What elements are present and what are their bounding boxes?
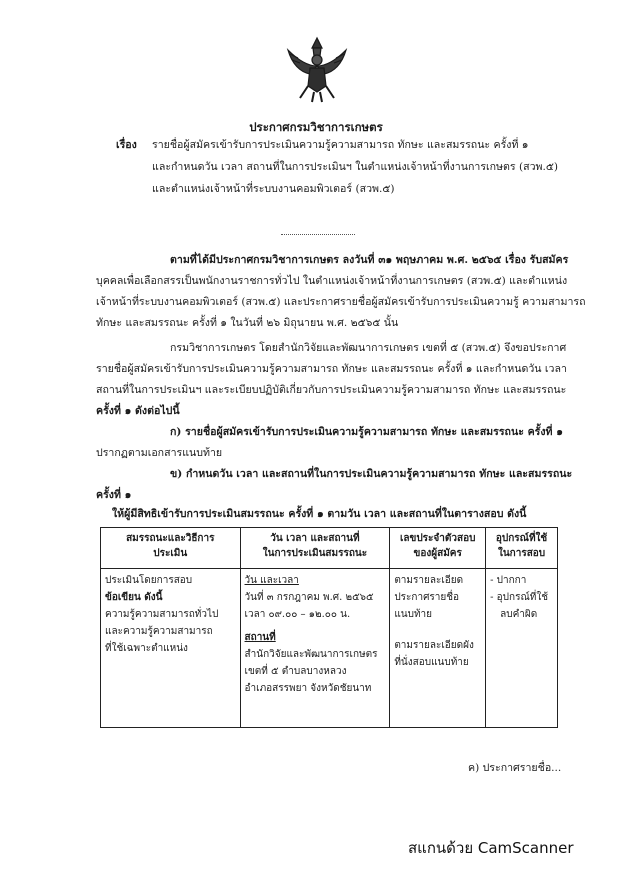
header-exam-id: เลขประจำตัวสอบ ของผู้สมัคร	[390, 528, 486, 569]
cell-datetime-place: วัน และเวลา วันที่ ๓ กรกฎาคม พ.ศ. ๒๕๖๕ เวลา ๐๙.๐๐ – ๑๒.๐๐ น. สถานที่ สำนักวิจัยและพัฒนาการเกษตร เขตที่ ๕ ตำบลบางหลวง อำเภอสรรพยา จังหวัดชัยนาท	[240, 569, 390, 728]
para1-line-2: บุคคลเพื่อเลือกสรรเป็นพนักงานราชการทั่วไป ในตำแหน่งเจ้าหน้าที่งานการเกษตร (สวพ.๕) และตำแหน่ง	[96, 275, 568, 287]
header-competency: สมรรถนะและวิธีการ ประเมิน	[101, 528, 241, 569]
header-equipment: อุปกรณ์ที่ใช้ ในการสอบ	[486, 528, 558, 569]
table-row	[101, 569, 558, 728]
cell-competency: ประเมินโดยการสอบ ข้อเขียน ดังนี้ ความรู้ความสามารถทั่วไป และความรู้ความสามารถ ที่ใช้เฉพาะตำแหน่ง	[101, 569, 241, 728]
divider	[281, 234, 355, 235]
camscanner-footer: สแกนด้วย CamScanner	[408, 839, 574, 857]
para2-line-4: ครั้งที่ ๑ ดังต่อไปนี้	[96, 405, 180, 417]
item-a-line-2: ปรากฏตามเอกสารแนบท้าย	[96, 447, 223, 459]
exam-schedule-table	[100, 527, 558, 728]
para2-line-3: สถานที่ในการประเมินฯ และระเบียบปฏิบัติเกี่ยวกับการประเมินความรู้ความสามารถ ทักษะ และสมรรถนะ	[96, 384, 567, 396]
para1-line-4: ทักษะ และสมรรถนะ ครั้งที่ ๑ ในวันที่ ๒๖ มิถุนายน พ.ศ. ๒๕๖๕ นั้น	[96, 317, 399, 329]
table-header-row	[101, 528, 558, 569]
para2-line-2: รายชื่อผู้สมัครเข้ารับการประเมินความรู้ความสามารถ ทักษะ และสมรรถนะ ครั้งที่ ๑ และกำหนดวัน เวลา	[96, 363, 567, 375]
para1-line-3: เจ้าหน้าที่ระบบงานคอมพิวเตอร์ (สวพ.๕) และประกาศรายชื่อผู้สมัครเข้ารับการประเมินความรู้ ความสามารถ	[96, 296, 586, 308]
item-b-line-2: ครั้งที่ ๑	[96, 489, 132, 501]
cell-exam-id: ตามรายละเอียด ประกาศรายชื่อ แนบท้าย ตามรายละเอียดผัง ที่นั่งสอบแนบท้าย	[390, 569, 486, 728]
garuda-emblem-icon	[284, 36, 350, 104]
header-datetime-place: วัน เวลา และสถานที่ ในการประเมินสมรรถนะ	[240, 528, 390, 569]
subject-label: เรื่อง	[116, 139, 137, 151]
item-b-line-1: ข) กำหนดวัน เวลา และสถานที่ในการประเมินความรู้ความสามารถ ทักษะ และสมรรถนะ	[170, 468, 573, 480]
announcement-title: ประกาศกรมวิชาการเกษตร	[249, 120, 383, 134]
subject-line-3: และตำแหน่งเจ้าหน้าที่ระบบงานคอมพิวเตอร์ (สวพ.๕)	[152, 183, 395, 195]
para1-line-1: ตามที่ได้มีประกาศกรมวิชาการเกษตร ลงวันที่ ๓๑ พฤษภาคม พ.ศ. ๒๕๖๕ เรื่อง รับสมัคร	[170, 254, 569, 266]
table-intro: ให้ผู้มีสิทธิเข้ารับการประเมินสมรรถนะ ครั้งที่ ๑ ตามวัน เวลา และสถานที่ในตารางสอบ ดังนี้	[112, 508, 527, 520]
item-a-line-1: ก) รายชื่อผู้สมัครเข้ารับการประเมินความรู้ความสามารถ ทักษะ และสมรรถนะ ครั้งที่ ๑	[170, 426, 563, 438]
para2-line-1: กรมวิชาการเกษตร โดยสำนักวิจัยและพัฒนาการเกษตร เขตที่ ๕ (สวพ.๕) จึงขอประกาศ	[170, 342, 567, 354]
subject-line-1: รายชื่อผู้สมัครเข้ารับการประเมินความรู้ความสามารถ ทักษะ และสมรรถนะ ครั้งที่ ๑	[152, 139, 529, 151]
subject-line-2: และกำหนดวัน เวลา สถานที่ในการประเมินฯ ในตำแหน่งเจ้าหน้าที่งานการเกษตร (สวพ.๕)	[152, 161, 559, 173]
continued-note: ค) ประกาศรายชื่อ...	[468, 762, 562, 774]
cell-equipment: - ปากกา - อุปกรณ์ที่ใช้ ลบคำผิด	[486, 569, 558, 728]
